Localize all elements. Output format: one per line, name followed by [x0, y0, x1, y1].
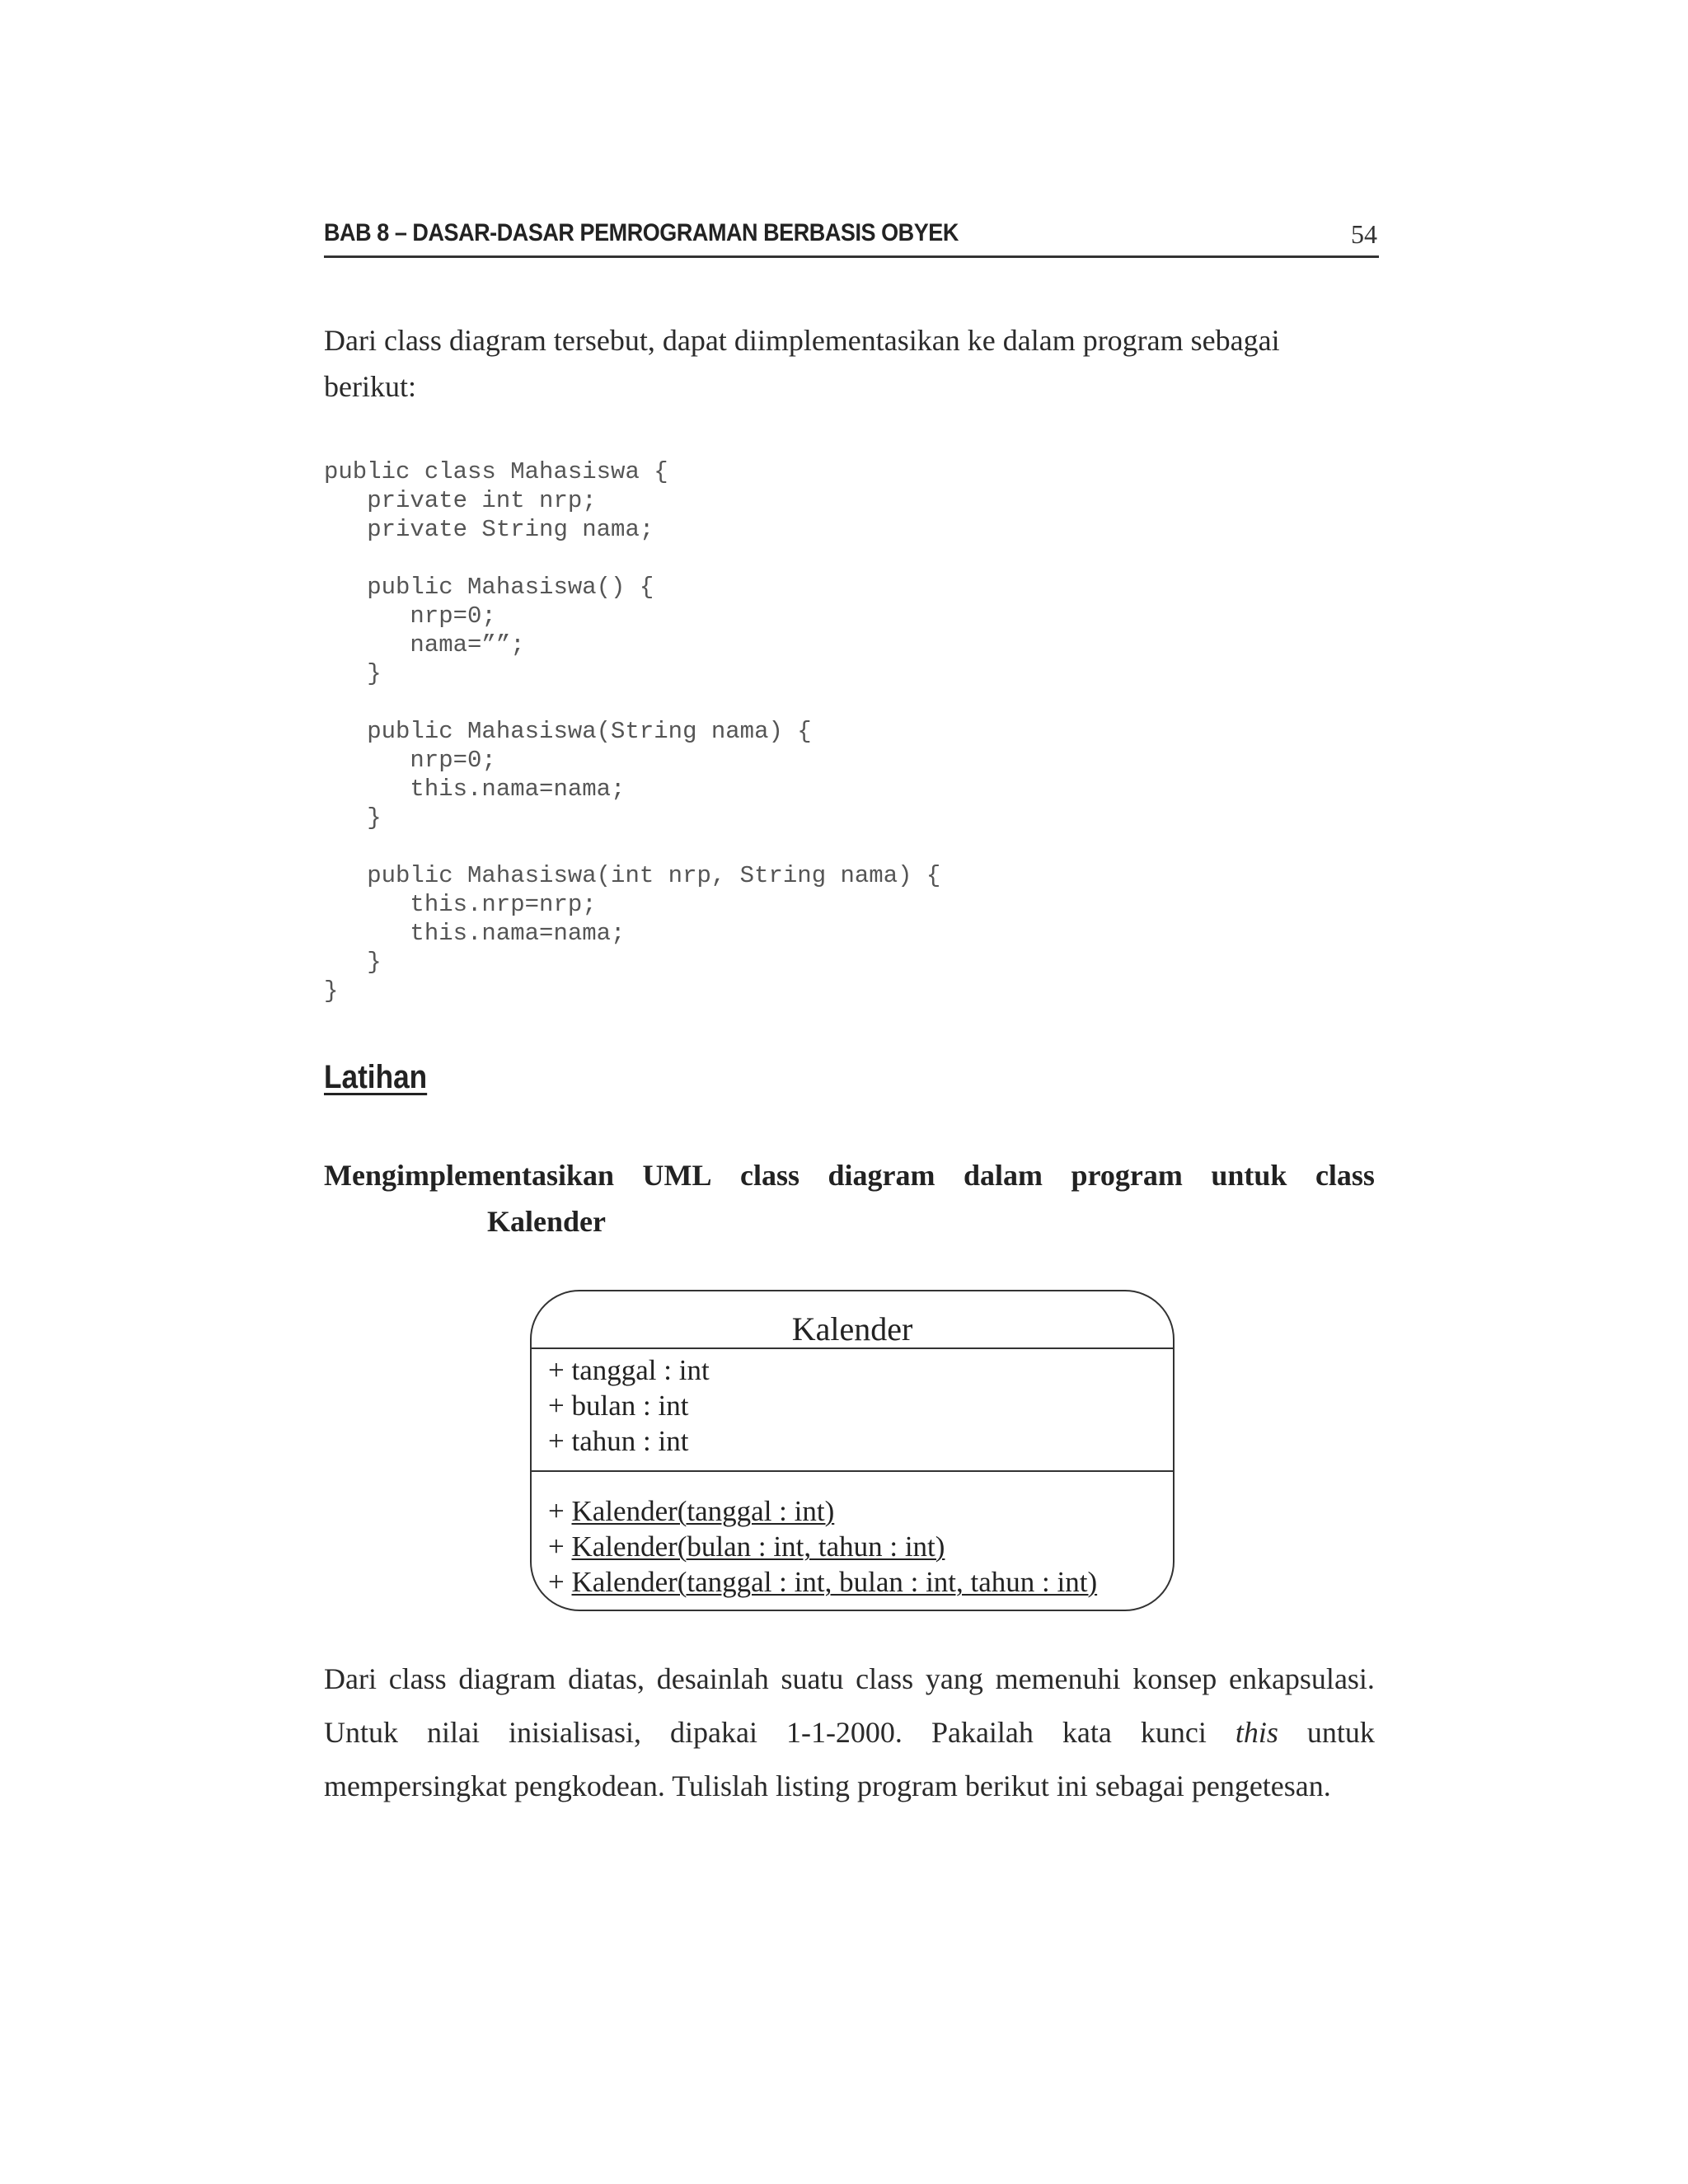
word: class [856, 1662, 914, 1695]
uml-attribute: + tanggal : int [548, 1354, 710, 1386]
title-word: dalam [964, 1159, 1043, 1192]
word: untuk [1306, 1716, 1375, 1749]
uml-class-name: Kalender [791, 1310, 913, 1347]
uml-operation [548, 1564, 1097, 1600]
word: inisialisasi, [508, 1716, 641, 1749]
code-line [324, 832, 1379, 861]
exercise-title-line: Kalender [487, 1205, 606, 1238]
word: kata [1062, 1716, 1112, 1749]
uml-visibility: + [548, 1530, 572, 1563]
closing-line: mempersingkat pengkodean. Tulislah listing program berikut ini sebagai pengetesan. [324, 1769, 1331, 1802]
title-word: diagram [828, 1159, 935, 1192]
code-listing [324, 457, 1379, 1005]
uml-attribute: + tahun : int [548, 1425, 689, 1457]
uml-divider [532, 1470, 1173, 1472]
word: 1-1-2000. [785, 1716, 903, 1749]
code-line: } [324, 660, 382, 687]
word: class [388, 1662, 447, 1695]
code-line: public Mahasiswa() { [324, 574, 654, 601]
word: desainlah [656, 1662, 769, 1695]
exercise-title [324, 1152, 1375, 1244]
running-header [324, 216, 1379, 258]
uml-operation-signature: Kalender(bulan : int, tahun : int) [571, 1530, 945, 1563]
word: diagram [458, 1662, 556, 1695]
code-line: public class Mahasiswa { [324, 458, 668, 485]
title-word: Mengimplementasikan [324, 1159, 615, 1192]
word: kunci [1140, 1716, 1207, 1749]
uml-operation-signature: Kalender(tanggal : int, bulan : int, tahun : int) [571, 1566, 1098, 1598]
keyword-italic: this [1235, 1716, 1278, 1749]
code-line: this.nama=nama; [324, 776, 626, 803]
section-heading: Latihan [324, 1059, 428, 1095]
word: Untuk [324, 1716, 398, 1749]
exercise-title-line [324, 1152, 1375, 1198]
title-word: UML [642, 1159, 712, 1192]
intro-line: berikut: [324, 370, 416, 403]
code-line: public Mahasiswa(int nrp, String nama) { [324, 862, 941, 889]
code-line: this.nama=nama; [324, 920, 626, 947]
uml-operation [548, 1529, 1097, 1564]
code-line: public Mahasiswa(String nama) { [324, 718, 812, 745]
uml-attribute: + bulan : int [548, 1390, 689, 1422]
title-word: untuk [1211, 1159, 1287, 1192]
title-word: class [1315, 1159, 1375, 1192]
title-word: program [1071, 1159, 1183, 1192]
code-line: this.nrp=nrp; [324, 891, 597, 918]
word: Pakailah [931, 1716, 1034, 1749]
word: konsep [1132, 1662, 1217, 1695]
code-line: private int nrp; [324, 487, 597, 514]
code-line: nama=””; [324, 631, 525, 658]
word: suatu [781, 1662, 844, 1695]
code-line: } [324, 804, 382, 832]
uml-class-diagram [530, 1290, 1175, 1611]
page-number: 54 [1351, 219, 1377, 249]
code-line: nrp=0; [324, 602, 496, 630]
word: dipakai [669, 1716, 757, 1749]
word: Dari [324, 1662, 377, 1695]
word: yang [925, 1662, 983, 1695]
word: nilai [427, 1716, 480, 1749]
code-line: private String nama; [324, 516, 654, 543]
closing-line [324, 1706, 1375, 1760]
word: memenuhi [995, 1662, 1121, 1695]
code-line: } [324, 949, 382, 976]
title-word: class [740, 1159, 800, 1192]
chapter-title: BAB 8 – DASAR-DASAR PEMROGRAMAN BERBASIS OBYEK [324, 219, 959, 246]
word: diatas, [568, 1662, 645, 1695]
uml-visibility: + [548, 1495, 572, 1527]
code-line [324, 688, 1379, 717]
uml-divider [532, 1347, 1173, 1349]
uml-operation-signature: Kalender(tanggal : int) [571, 1495, 835, 1527]
uml-operation [548, 1493, 1097, 1529]
uml-operations [548, 1493, 1097, 1600]
closing-paragraph [324, 1652, 1375, 1813]
code-line [324, 544, 1379, 573]
intro-line: Dari class diagram tersebut, dapat diimplementasikan ke dalam program sebagai [324, 324, 1280, 357]
uml-visibility: + [548, 1566, 572, 1598]
code-line: } [324, 977, 339, 1005]
intro-paragraph [324, 317, 1379, 410]
uml-attributes [548, 1352, 710, 1459]
word: enkapsulasi. [1228, 1662, 1375, 1695]
closing-line [324, 1652, 1375, 1706]
code-line: nrp=0; [324, 747, 496, 774]
